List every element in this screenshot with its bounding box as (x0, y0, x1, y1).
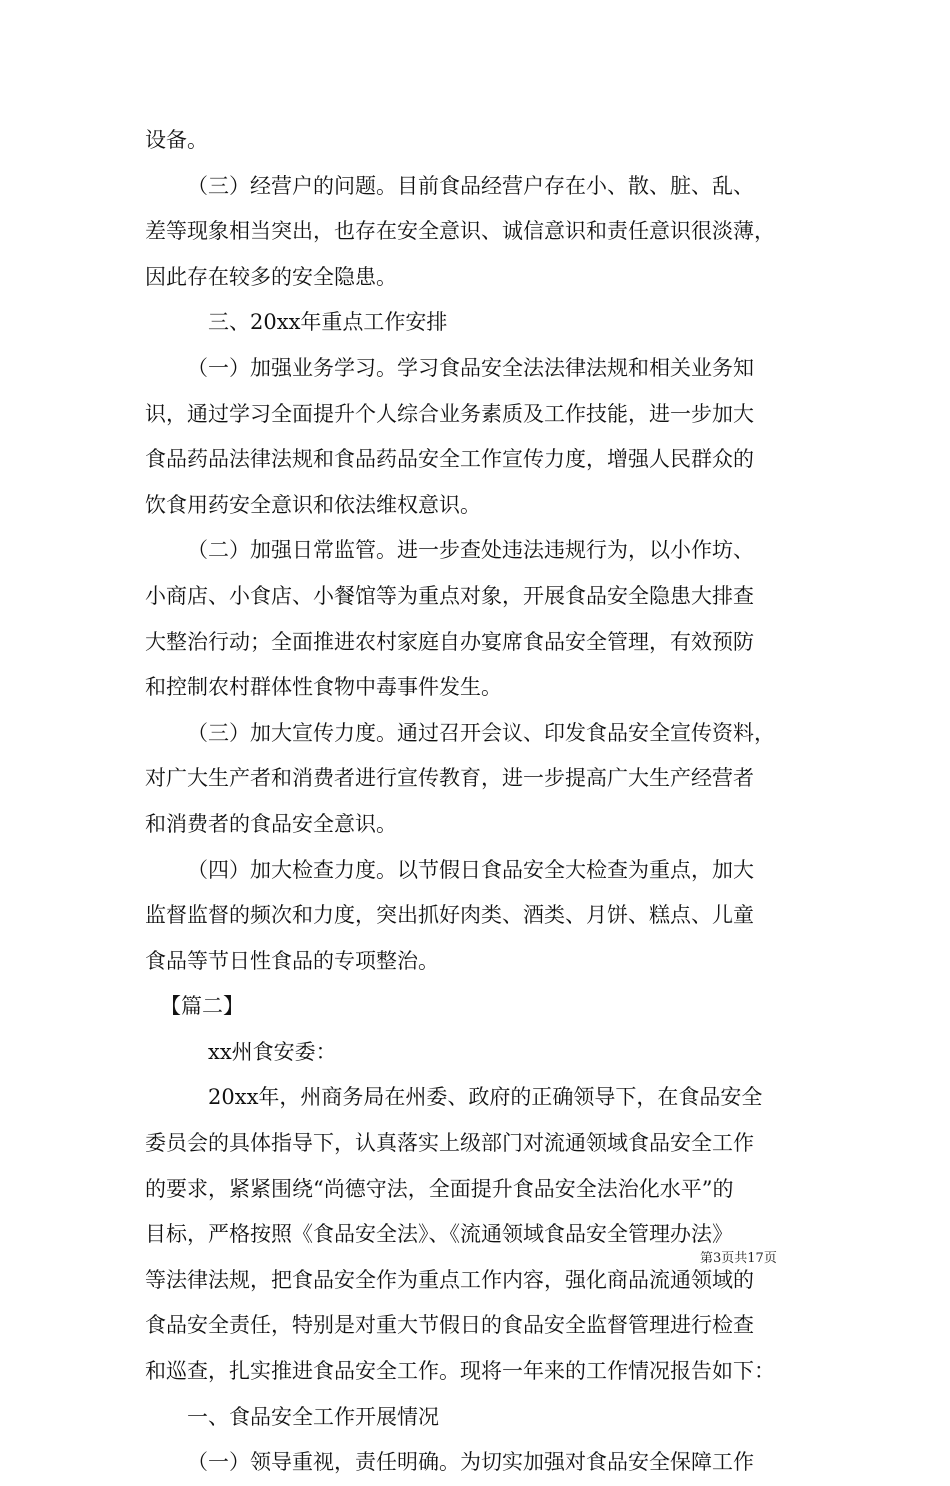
text-line: （三）加大宣传力度。通过召开会议、印发食品安全宣传资料， (187, 720, 775, 745)
text-line: 和巡查，扎实推进食品安全工作。现将一年来的工作情况报告如下： (145, 1359, 775, 1384)
text-line: （一）加强业务学习。学习食品安全法法律法规和相关业务知 (187, 355, 754, 380)
addressee-line: xx州食安委： (208, 1039, 337, 1064)
text-line: 食品药品法律法规和食品药品安全工作宣传力度，增强人民群众的 (145, 447, 754, 472)
text-line: 监督监督的频次和力度，突出抓好肉类、酒类、月饼、糕点、儿童 (145, 903, 754, 928)
text-line: 目标，严格按照《食品安全法》、《流通领域食品安全管理办法》 (145, 1222, 733, 1247)
section-heading: 三、20xx年重点工作安排 (208, 310, 448, 335)
text-line: 20xx年，州商务局在州委、政府的正确领导下，在食品安全 (208, 1085, 763, 1110)
text-line: 差等现象相当突出，也存在安全意识、诚信意识和责任意识很淡薄， (145, 219, 775, 244)
text-line: 的要求，紧紧围绕“尚德守法，全面提升食品安全法治化水平”的 (145, 1176, 734, 1201)
text-line: 饮食用药安全意识和依法维权意识。 (145, 492, 481, 517)
text-line: 因此存在较多的安全隐患。 (145, 264, 397, 289)
text-line: 食品等节日性食品的专项整治。 (145, 948, 439, 973)
text-line: 委员会的具体指导下，认真落实上级部门对流通领域食品安全工作 (145, 1131, 754, 1156)
text-line: 对广大生产者和消费者进行宣传教育，进一步提高广大生产经营者 (145, 766, 754, 791)
text-line: （一）领导重视，责任明确。为切实加强对食品安全保障工作 (187, 1450, 754, 1475)
text-line: 和控制农村群体性食物中毒事件发生。 (145, 675, 502, 700)
text-line: 和消费者的食品安全意识。 (145, 811, 397, 836)
text-line: （四）加大检查力度。以节假日食品安全大检查为重点，加大 (187, 857, 754, 882)
part-heading: 【篇二】 (160, 994, 244, 1019)
text-line: 小商店、小食店、小餐馆等为重点对象，开展食品安全隐患大排查 (145, 583, 754, 608)
text-line: 食品安全责任，特别是对重大节假日的食品安全监督管理进行检查 (145, 1313, 754, 1338)
section-heading: 一、食品安全工作开展情况 (187, 1404, 439, 1429)
text-line: 识，通过学习全面提升个人综合业务素质及工作技能，进一步加大 (145, 401, 754, 426)
text-line: （三）经营户的问题。目前食品经营户存在小、散、脏、乱、 (187, 173, 754, 198)
text-line: （二）加强日常监管。进一步查处违法违规行为，以小作坊、 (187, 538, 754, 563)
text-line: 等法律法规，把食品安全作为重点工作内容，强化商品流通领域的 (145, 1267, 754, 1292)
text-line: 大整治行动；全面推进农村家庭自办宴席食品安全管理，有效预防 (145, 629, 754, 654)
text-line: 设备。 (145, 128, 208, 152)
document-body (145, 118, 813, 1486)
page-number: 第3页共17页 (700, 1251, 777, 1266)
